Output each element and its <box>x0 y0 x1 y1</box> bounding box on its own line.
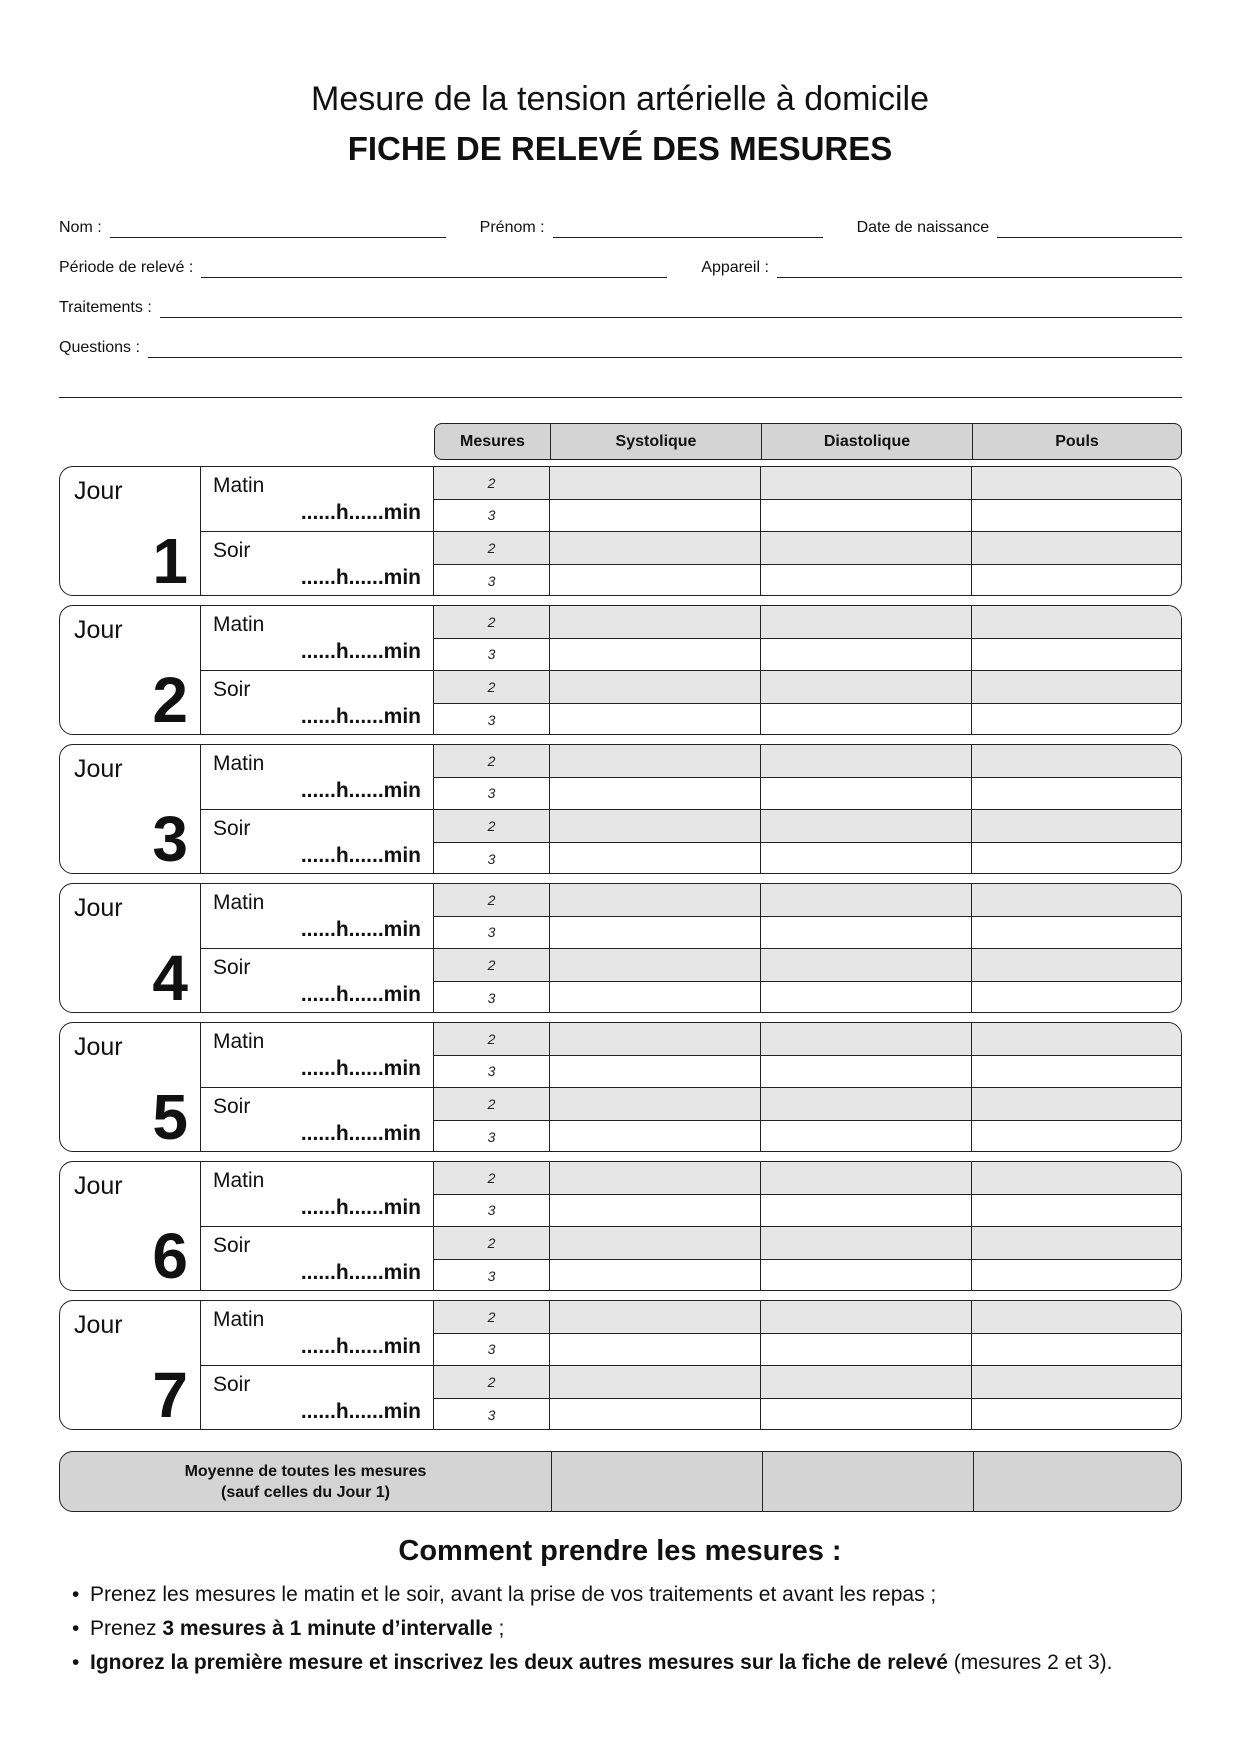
measure-row <box>434 949 1182 982</box>
nom-field[interactable] <box>110 236 446 238</box>
measure-number: 2 <box>434 1023 550 1055</box>
day-number: 4 <box>152 942 188 1013</box>
measure-row <box>434 917 1182 950</box>
pouls-cell[interactable] <box>972 1260 1182 1292</box>
systolique-cell[interactable] <box>550 1121 761 1153</box>
systolique-cell[interactable] <box>550 843 761 875</box>
pouls-cell[interactable] <box>972 982 1182 1014</box>
measure-number: 3 <box>434 500 550 532</box>
time-field[interactable]: ......h......min <box>300 1057 421 1080</box>
day-jour-label: Jour <box>74 477 123 505</box>
time-field[interactable]: ......h......min <box>300 779 421 802</box>
day-label-cell <box>60 1301 201 1429</box>
diastolique-cell[interactable] <box>761 917 972 949</box>
measure-number: 3 <box>434 639 550 671</box>
measure-row <box>434 843 1182 875</box>
diastolique-cell[interactable] <box>761 982 972 1014</box>
day-number: 6 <box>152 1220 188 1291</box>
period-label: Matin <box>213 1169 265 1192</box>
day-number: 5 <box>152 1081 188 1152</box>
header-pouls: Pouls <box>1055 432 1099 450</box>
pouls-cell[interactable] <box>972 1399 1182 1431</box>
day-label-cell <box>60 884 201 1012</box>
pouls-cell[interactable] <box>972 1301 1182 1333</box>
diastolique-cell[interactable] <box>761 1227 972 1259</box>
measure-row <box>434 1023 1182 1056</box>
header-diastolique: Diastolique <box>762 424 973 459</box>
period-matin <box>201 1023 434 1088</box>
systolique-cell[interactable] <box>550 532 761 564</box>
measure-number: 3 <box>434 1121 550 1153</box>
day-label-cell <box>60 1162 201 1290</box>
period-matin <box>201 1301 434 1366</box>
systolique-cell[interactable] <box>550 1162 761 1194</box>
time-field[interactable]: ......h......min <box>300 640 421 663</box>
diastolique-cell[interactable] <box>761 500 972 532</box>
diastolique-cell[interactable] <box>761 532 972 564</box>
measure-number: 3 <box>434 1195 550 1227</box>
period-soir <box>201 1366 434 1430</box>
period-soir <box>201 532 434 596</box>
systolique-cell[interactable] <box>550 778 761 810</box>
pouls-cell[interactable] <box>972 1023 1182 1055</box>
period-label: Soir <box>213 539 251 562</box>
measure-number: 2 <box>434 532 550 564</box>
systolique-cell[interactable] <box>550 1088 761 1120</box>
diastolique-cell[interactable] <box>761 1399 972 1431</box>
time-field[interactable]: ......h......min <box>300 1196 421 1219</box>
pouls-cell[interactable] <box>972 843 1182 875</box>
day-number: 7 <box>152 1359 188 1430</box>
day-jour-label: Jour <box>74 894 123 922</box>
appareil-field[interactable] <box>777 276 1182 278</box>
diastolique-cell[interactable] <box>761 1334 972 1366</box>
systolique-cell[interactable] <box>550 704 761 736</box>
diastolique-cell[interactable] <box>761 1260 972 1292</box>
pouls-cell[interactable] <box>972 1366 1182 1398</box>
systolique-cell[interactable] <box>550 917 761 949</box>
instructions-title: Comment prendre les mesures : <box>398 1535 842 1567</box>
page-title: Mesure de la tension artérielle à domicile <box>311 80 929 118</box>
pouls-cell[interactable] <box>972 606 1182 638</box>
measure-row <box>434 606 1182 639</box>
average-label-line2: (sauf celles du Jour 1) <box>221 1483 390 1501</box>
pouls-cell[interactable] <box>972 671 1182 703</box>
day-label-cell <box>60 745 201 873</box>
pouls-cell[interactable] <box>972 810 1182 842</box>
day-block <box>59 605 1182 735</box>
systolique-cell[interactable] <box>550 639 761 671</box>
pouls-cell[interactable] <box>972 1088 1182 1120</box>
day-block <box>59 1022 1182 1152</box>
time-field[interactable]: ......h......min <box>300 1261 421 1284</box>
time-field[interactable]: ......h......min <box>300 1122 421 1145</box>
period-matin <box>201 606 434 671</box>
day-jour-label: Jour <box>74 616 123 644</box>
period-label: Soir <box>213 817 251 840</box>
pouls-cell[interactable] <box>972 745 1182 777</box>
diastolique-cell[interactable] <box>761 1195 972 1227</box>
diastolique-cell[interactable] <box>761 810 972 842</box>
pouls-cell[interactable] <box>972 565 1182 597</box>
day-number: 3 <box>152 803 188 874</box>
measure-row <box>434 532 1182 565</box>
page-subtitle: FICHE DE RELEVÉ DES MESURES <box>347 130 893 167</box>
average-label <box>60 1452 552 1511</box>
identity-row <box>59 208 1182 240</box>
systolique-cell[interactable] <box>550 1399 761 1431</box>
period-label: Matin <box>213 752 265 775</box>
time-field[interactable]: ......h......min <box>300 501 421 524</box>
instruction-item <box>72 1612 1172 1646</box>
measure-row <box>434 1366 1182 1399</box>
period-soir <box>201 949 434 1013</box>
measure-number: 3 <box>434 704 550 736</box>
systolique-cell[interactable] <box>550 565 761 597</box>
periode-row <box>59 248 1182 280</box>
measure-row <box>434 639 1182 672</box>
measure-number: 2 <box>434 884 550 916</box>
period-soir <box>201 1088 434 1152</box>
day-number: 2 <box>152 664 188 735</box>
instructions-list <box>72 1578 1172 1680</box>
periode-label: Période de relevé : <box>59 259 194 276</box>
instruction-item <box>72 1578 1172 1612</box>
systolique-cell[interactable] <box>550 1366 761 1398</box>
measure-row <box>434 1334 1182 1367</box>
measure-row <box>434 1399 1182 1431</box>
section-divider <box>59 397 1182 398</box>
pouls-cell[interactable] <box>972 704 1182 736</box>
measure-number: 3 <box>434 917 550 949</box>
day-block <box>59 466 1182 596</box>
pouls-cell[interactable] <box>972 467 1182 499</box>
measure-row <box>434 810 1182 843</box>
measure-number: 2 <box>434 606 550 638</box>
day-block <box>59 883 1182 1013</box>
pouls-cell[interactable] <box>972 1056 1182 1088</box>
systolique-cell[interactable] <box>550 1301 761 1333</box>
period-matin <box>201 467 434 532</box>
time-field[interactable]: ......h......min <box>300 983 421 1006</box>
measure-number: 2 <box>434 1162 550 1194</box>
period-label: Soir <box>213 956 251 979</box>
measure-row <box>434 982 1182 1014</box>
diastolique-cell[interactable] <box>761 884 972 916</box>
traitements-row <box>59 288 1182 320</box>
diastolique-cell[interactable] <box>761 704 972 736</box>
pouls-cell[interactable] <box>972 884 1182 916</box>
measure-number: 3 <box>434 843 550 875</box>
period-label: Matin <box>213 1030 265 1053</box>
systolique-cell[interactable] <box>550 1227 761 1259</box>
pouls-cell[interactable] <box>972 1121 1182 1153</box>
prenom-label: Prénom : <box>479 219 545 236</box>
instruction-text: (mesures 2 et 3). <box>947 1651 1113 1674</box>
questions-field[interactable] <box>148 356 1182 358</box>
measure-row <box>434 1227 1182 1260</box>
measure-row <box>434 1260 1182 1292</box>
time-field[interactable]: ......h......min <box>300 705 421 728</box>
day-block <box>59 1300 1182 1430</box>
instruction-text: Prenez les mesures le matin et le soir, avant la prise de vos traitements et avant les repas ; <box>90 1583 937 1606</box>
pouls-cell[interactable] <box>972 639 1182 671</box>
questions-row <box>59 328 1182 360</box>
systolique-cell[interactable] <box>550 982 761 1014</box>
diastolique-cell[interactable] <box>761 1162 972 1194</box>
diastolique-cell[interactable] <box>761 949 972 981</box>
pouls-cell[interactable] <box>972 1227 1182 1259</box>
period-soir <box>201 671 434 735</box>
pouls-cell[interactable] <box>972 1195 1182 1227</box>
measure-number: 3 <box>434 565 550 597</box>
pouls-cell[interactable] <box>972 1334 1182 1366</box>
time-field[interactable]: ......h......min <box>300 1335 421 1358</box>
measure-number: 3 <box>434 1334 550 1366</box>
nom-label: Nom : <box>59 219 102 236</box>
measure-number: 3 <box>434 1399 550 1431</box>
header-mesures: Mesures <box>435 424 551 459</box>
measure-number: 2 <box>434 467 550 499</box>
pouls-cell[interactable] <box>972 500 1182 532</box>
diastolique-cell[interactable] <box>761 1301 972 1333</box>
measure-number: 2 <box>434 671 550 703</box>
instruction-item <box>72 1646 1172 1680</box>
period-label: Matin <box>213 891 265 914</box>
instruction-text: ; <box>492 1617 505 1640</box>
period-soir <box>201 810 434 874</box>
period-label: Soir <box>213 1095 251 1118</box>
day-label-cell <box>60 467 201 595</box>
day-jour-label: Jour <box>74 1172 123 1200</box>
period-label: Matin <box>213 1308 265 1331</box>
traitements-label: Traitements : <box>59 299 152 316</box>
diastolique-cell[interactable] <box>761 843 972 875</box>
period-label: Matin <box>213 613 265 636</box>
systolique-cell[interactable] <box>550 1056 761 1088</box>
systolique-cell[interactable] <box>550 500 761 532</box>
measure-number: 3 <box>434 778 550 810</box>
pouls-cell[interactable] <box>972 1162 1182 1194</box>
systolique-cell[interactable] <box>550 884 761 916</box>
period-matin <box>201 884 434 949</box>
time-field[interactable]: ......h......min <box>300 844 421 867</box>
period-label: Soir <box>213 678 251 701</box>
measure-number: 3 <box>434 1056 550 1088</box>
measure-row <box>434 565 1182 597</box>
measure-number: 3 <box>434 982 550 1014</box>
average-label-line1: Moyenne de toutes les mesures <box>184 1462 427 1480</box>
measure-row <box>434 671 1182 704</box>
appareil-label: Appareil : <box>701 259 769 276</box>
measure-row <box>434 1301 1182 1334</box>
period-matin <box>201 1162 434 1227</box>
periode-field[interactable] <box>201 276 667 278</box>
prenom-field[interactable] <box>553 236 823 238</box>
measure-number: 2 <box>434 745 550 777</box>
measure-number: 2 <box>434 810 550 842</box>
measure-number: 2 <box>434 1301 550 1333</box>
measure-row <box>434 500 1182 533</box>
day-block <box>59 744 1182 874</box>
period-label: Soir <box>213 1234 251 1257</box>
diastolique-cell[interactable] <box>761 745 972 777</box>
period-label: Matin <box>213 474 265 497</box>
diastolique-cell[interactable] <box>761 1366 972 1398</box>
systolique-cell[interactable] <box>550 671 761 703</box>
systolique-cell[interactable] <box>550 1023 761 1055</box>
date-naissance-label: Date de naissance <box>856 219 990 236</box>
diastolique-cell[interactable] <box>761 1088 972 1120</box>
measure-row <box>434 1056 1182 1089</box>
diastolique-cell[interactable] <box>761 1023 972 1055</box>
measure-row <box>434 1195 1182 1228</box>
diastolique-cell[interactable] <box>761 671 972 703</box>
systolique-cell[interactable] <box>550 606 761 638</box>
traitements-field[interactable] <box>160 316 1182 318</box>
average-pouls-cell[interactable] <box>974 1452 1181 1511</box>
measure-row <box>434 745 1182 778</box>
measure-row <box>434 1121 1182 1153</box>
day-label-cell <box>60 1023 201 1151</box>
table-header <box>434 423 1182 460</box>
header-systolique: Systolique <box>551 424 762 459</box>
period-matin <box>201 745 434 810</box>
systolique-cell[interactable] <box>550 1260 761 1292</box>
instruction-bold: Ignorez la première mesure et inscrivez les deux autres mesures sur la fiche de relevé <box>90 1651 948 1674</box>
day-jour-label: Jour <box>74 1311 123 1339</box>
day-label-cell <box>60 606 201 734</box>
systolique-cell[interactable] <box>550 1334 761 1366</box>
day-jour-label: Jour <box>74 755 123 783</box>
diastolique-cell[interactable] <box>761 565 972 597</box>
diastolique-cell[interactable] <box>761 778 972 810</box>
pouls-cell[interactable] <box>972 917 1182 949</box>
measure-row <box>434 884 1182 917</box>
time-field[interactable]: ......h......min <box>300 1400 421 1423</box>
instruction-text: Prenez <box>90 1617 163 1640</box>
measure-row <box>434 1088 1182 1121</box>
systolique-cell[interactable] <box>550 810 761 842</box>
period-soir <box>201 1227 434 1291</box>
measure-row <box>434 467 1182 500</box>
diastolique-cell[interactable] <box>761 467 972 499</box>
systolique-cell[interactable] <box>550 745 761 777</box>
instruction-bold: 3 mesures à 1 minute d’intervalle <box>162 1617 493 1640</box>
diastolique-cell[interactable] <box>761 1121 972 1153</box>
questions-label: Questions : <box>59 339 140 356</box>
diastolique-cell[interactable] <box>761 639 972 671</box>
pouls-cell[interactable] <box>972 778 1182 810</box>
measure-number: 2 <box>434 1227 550 1259</box>
diastolique-cell[interactable] <box>761 1056 972 1088</box>
diastolique-cell[interactable] <box>761 606 972 638</box>
pouls-cell[interactable] <box>972 532 1182 564</box>
measure-row <box>434 704 1182 736</box>
average-systolique-cell[interactable] <box>552 1452 763 1511</box>
systolique-cell[interactable] <box>550 949 761 981</box>
average-row <box>59 1451 1182 1512</box>
measure-row <box>434 1162 1182 1195</box>
systolique-cell[interactable] <box>550 1195 761 1227</box>
date-naissance-field[interactable] <box>997 236 1182 238</box>
day-block <box>59 1161 1182 1291</box>
day-number: 1 <box>152 525 188 596</box>
measure-row <box>434 778 1182 811</box>
average-diastolique-cell[interactable] <box>763 1452 974 1511</box>
measure-number: 2 <box>434 1366 550 1398</box>
pouls-cell[interactable] <box>972 949 1182 981</box>
measure-number: 3 <box>434 1260 550 1292</box>
measure-number: 2 <box>434 949 550 981</box>
period-label: Soir <box>213 1373 251 1396</box>
time-field[interactable]: ......h......min <box>300 918 421 941</box>
day-jour-label: Jour <box>74 1033 123 1061</box>
time-field[interactable]: ......h......min <box>300 566 421 589</box>
systolique-cell[interactable] <box>550 467 761 499</box>
measure-number: 2 <box>434 1088 550 1120</box>
